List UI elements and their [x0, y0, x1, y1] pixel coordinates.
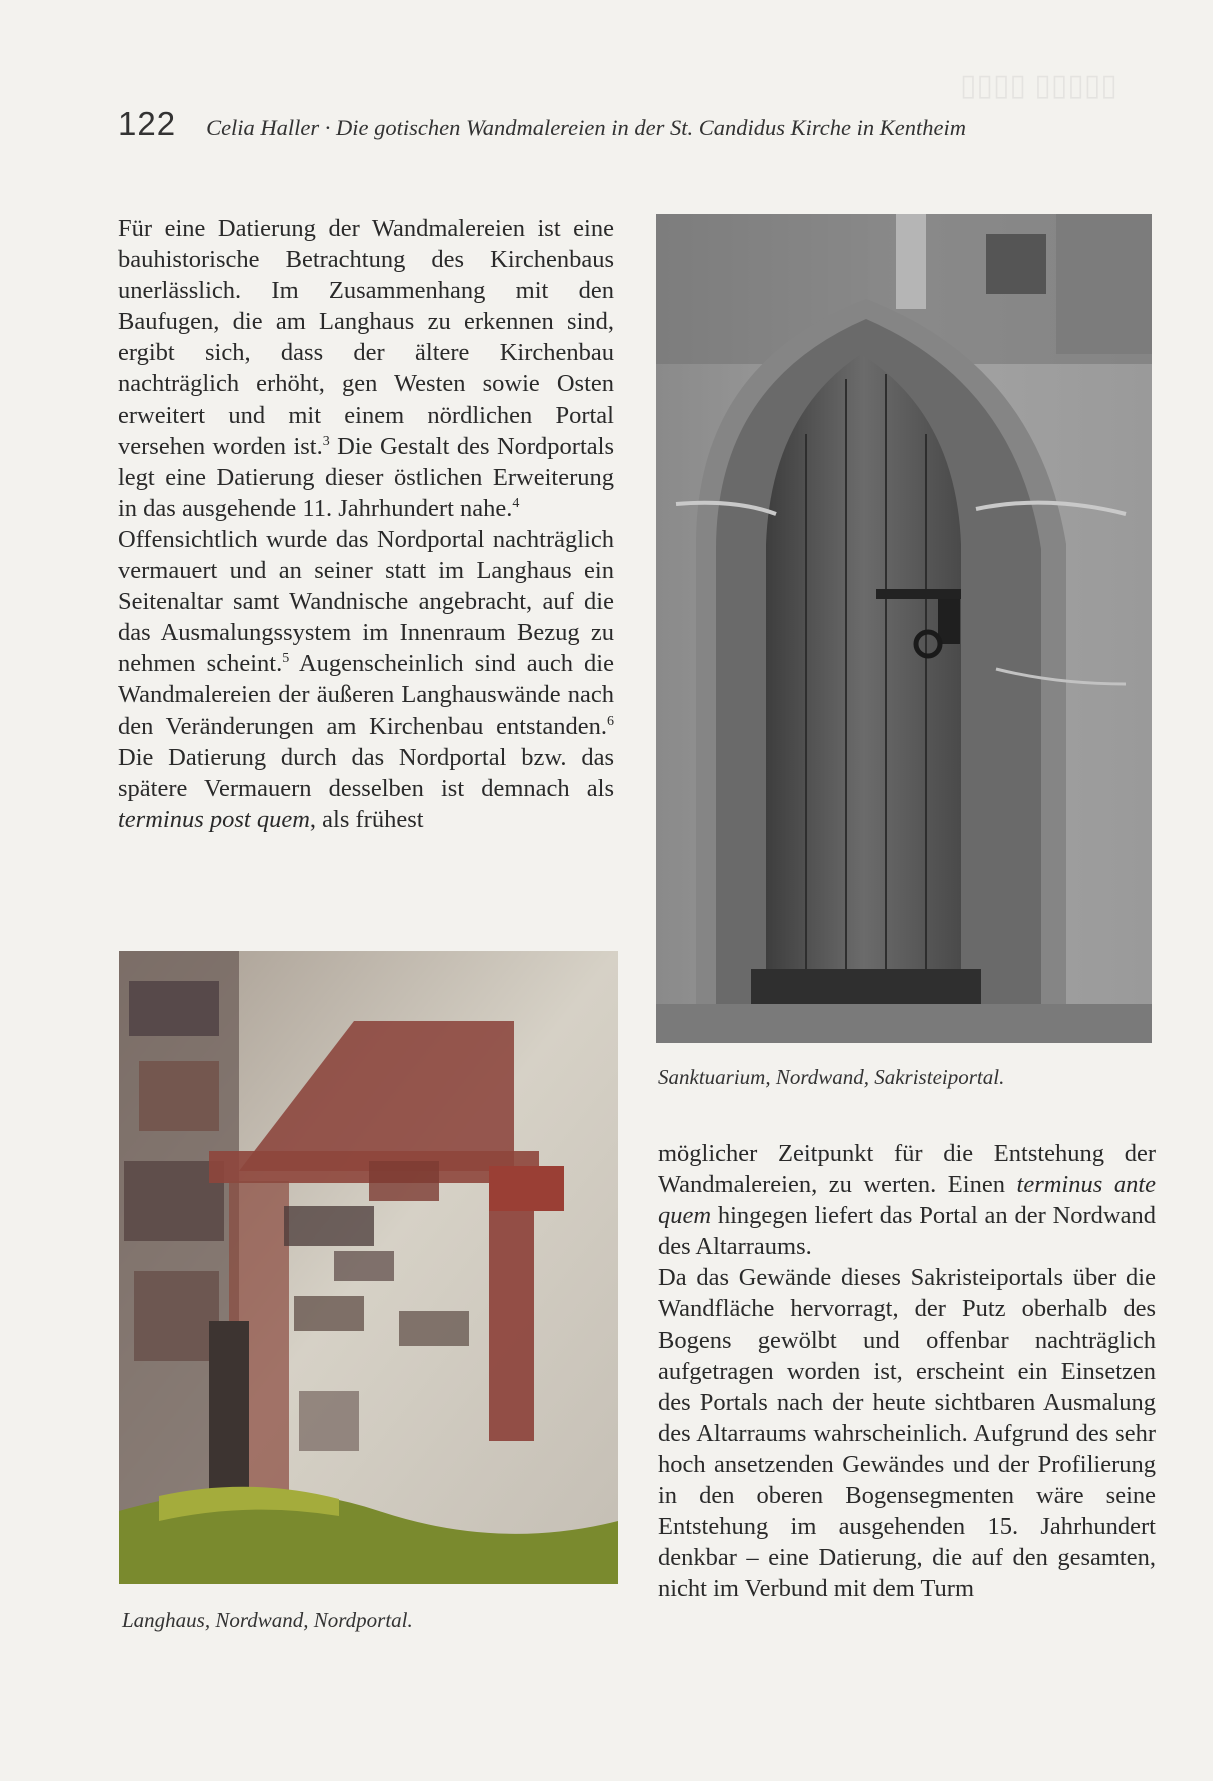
term-ante-quem: terminus ante quem: [658, 1171, 1156, 1230]
show-through-text: ▯▯▯▯ ▯▯▯▯▯: [960, 69, 1117, 102]
sacristy-portal-illustration: [656, 214, 1152, 1043]
footnote-ref-5[interactable]: 5: [282, 651, 290, 667]
right-text-column: [658, 1138, 1156, 1604]
paragraph-2-text-c: Die Datierung durch das Nordportal bzw. das spätere Vermauern desselben ist demnach als: [118, 743, 614, 802]
paragraph-3: [658, 1138, 1156, 1262]
caption-north-portal: Langhaus, Nordwand, Nordportal.: [122, 1608, 413, 1632]
paragraph-2-text-d: , als frühest: [309, 805, 424, 833]
paragraph-4: Da das Gewände dieses Sakristeiportals über die Wandfläche hervorragt, der Putz oberhalb des Bogens gewölbt und offenbar nachträglich aufgetragen worden ist, erscheint ein Einsetzen des Portals nach der heute sichtbaren Ausmalung des Altarraums wahrscheinlich. Aufgrund des sehr hoch ansetzenden Gewändes und der Profilierung in den oberen Bogensegmenten wäre seine Entstehung im ausgehenden 15. Jahrhundert denkbar – eine Datierung, die auf den gesamten, nicht im Verbund mit dem Turm: [658, 1264, 1156, 1603]
page-header: [118, 105, 1078, 145]
left-text-column: [118, 213, 614, 835]
paragraph-1-text-a: Für eine Datierung der Wandmalereien ist eine bauhistorische Betrachtung des Kirchenbaus unerlässlich. Im Zusammenhang mit den Baufugen, die am Langhaus zu erkennen sind, ergibt sich, dass der ältere Kirchenbau nachträglich erhöht, gen Westen sowie Osten erweitert und mit einem nördlichen Portal versehen worden ist.: [118, 215, 614, 460]
caption-sacristy-portal: Sanktuarium, Nordwand, Sakristeiportal.: [658, 1065, 1005, 1089]
paragraph-2-text-a: Offensichtlich wurde das Nordportal nachträglich vermauert und an seiner statt im Langhaus ein Seitenaltar samt Wandnische angebracht, auf die das Ausmalungssystem im Innenraum Bezug zu nehmen scheint.: [118, 525, 614, 678]
paragraph-2-text-b: Augenscheinlich sind auch die Wandmalereien der äußeren Langhauswände nach den Veränderungen am Kirchenbau entstanden.: [118, 650, 614, 740]
footnote-ref-4[interactable]: 4: [512, 495, 520, 511]
term-post-quem: terminus post quem: [118, 805, 310, 833]
running-title: Celia Haller · Die gotischen Wandmalereien in der St. Candidus Kirche in Kentheim: [206, 115, 966, 140]
paragraph-2: [118, 524, 614, 835]
photo-north-portal: [119, 951, 618, 1584]
footnote-ref-6[interactable]: 6: [607, 713, 614, 729]
paragraph-3-text-b: hingegen liefert das Portal an der Nordwand des Altarraums.: [658, 1202, 1156, 1261]
paragraph-1: [118, 213, 614, 524]
paragraph-3-text-a: möglicher Zeitpunkt für die Entstehung der Wandmalereien, zu werten. Einen: [658, 1140, 1156, 1199]
footnote-ref-3[interactable]: 3: [322, 433, 330, 449]
north-portal-illustration: [119, 951, 618, 1584]
paragraph-1-text-b: Die Gestalt des Nordportals legt eine Datierung dieser östlichen Erweiterung in das ausgehende 11. Jahrhundert nahe.: [118, 432, 614, 522]
page-number: 122: [118, 105, 177, 142]
photo-sacristy-portal: [656, 214, 1152, 1043]
